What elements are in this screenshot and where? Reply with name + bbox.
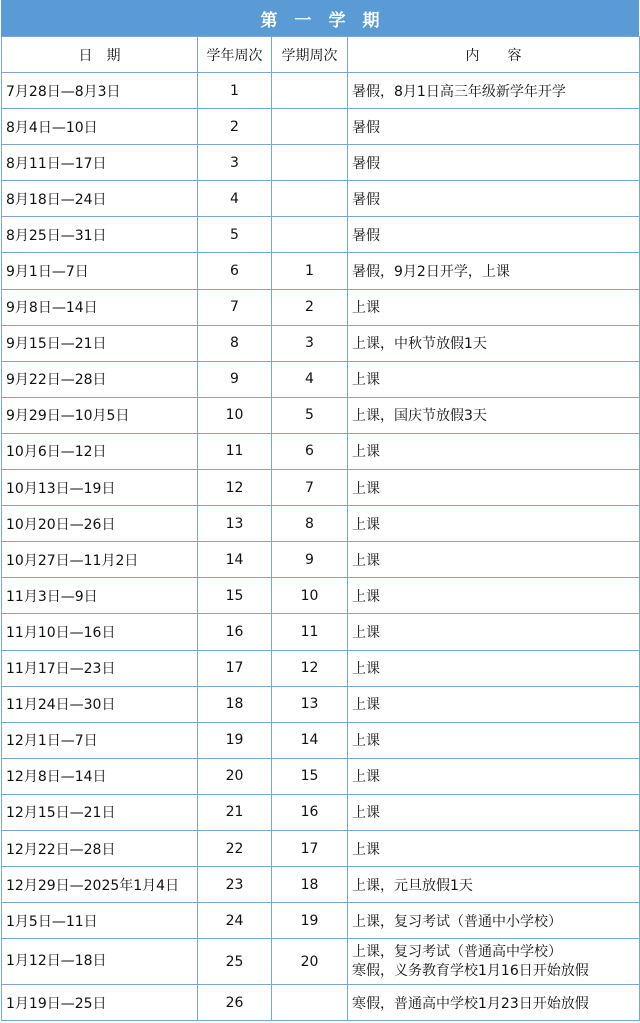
- cell-term-week: [272, 217, 348, 253]
- cell-term-week: [272, 181, 348, 217]
- cell-term-week: 12: [272, 650, 348, 686]
- cell-term-week: [272, 109, 348, 145]
- cell-year-week: 20: [198, 758, 272, 794]
- cell-term-week: 15: [272, 758, 348, 794]
- cell-content: 上课: [348, 614, 640, 650]
- cell-date: 12月29日—2025年1月4日: [2, 867, 198, 903]
- cell-term-week: 19: [272, 903, 348, 939]
- cell-date: 10月27日—11月2日: [2, 542, 198, 578]
- cell-term-week: 18: [272, 867, 348, 903]
- cell-term-week: 6: [272, 433, 348, 469]
- cell-content: 上课: [348, 289, 640, 325]
- cell-term-week: [272, 145, 348, 181]
- cell-date: 8月11日—17日: [2, 145, 198, 181]
- cell-term-week: 4: [272, 361, 348, 397]
- cell-date: 1月5日—11日: [2, 903, 198, 939]
- header-year-week: 学年周次: [198, 37, 272, 73]
- cell-year-week: 10: [198, 397, 272, 433]
- cell-year-week: 8: [198, 325, 272, 361]
- cell-year-week: 17: [198, 650, 272, 686]
- cell-content: 寒假，普通高中学校1月23日开始放假: [348, 985, 640, 1021]
- cell-date: 12月1日—7日: [2, 722, 198, 758]
- table-row: [2, 614, 640, 650]
- table-row: [2, 650, 640, 686]
- cell-content: 上课: [348, 686, 640, 722]
- cell-date: 12月15日—21日: [2, 794, 198, 830]
- cell-content: 上课: [348, 650, 640, 686]
- cell-term-week: [272, 73, 348, 109]
- table-row: [2, 506, 640, 542]
- cell-year-week: 6: [198, 253, 272, 289]
- table-row: [2, 939, 640, 985]
- table-row: [2, 985, 640, 1021]
- cell-date: 12月8日—14日: [2, 758, 198, 794]
- cell-date: 11月17日—23日: [2, 650, 198, 686]
- cell-year-week: 24: [198, 903, 272, 939]
- cell-term-week: 7: [272, 470, 348, 506]
- cell-year-week: 5: [198, 217, 272, 253]
- cell-date: 10月13日—19日: [2, 470, 198, 506]
- cell-term-week: 17: [272, 830, 348, 866]
- cell-term-week: 14: [272, 722, 348, 758]
- cell-year-week: 12: [198, 470, 272, 506]
- cell-year-week: 9: [198, 361, 272, 397]
- cell-term-week: 3: [272, 325, 348, 361]
- table-row: [2, 145, 640, 181]
- cell-content: 暑假，8月1日高三年级新学年开学: [348, 73, 640, 109]
- table-row: [2, 867, 640, 903]
- header-term-week: 学期周次: [272, 37, 348, 73]
- cell-content: 上课: [348, 433, 640, 469]
- header-content: 内 容: [348, 37, 640, 73]
- table-row: [2, 470, 640, 506]
- cell-content: 暑假: [348, 181, 640, 217]
- cell-term-week: 1: [272, 253, 348, 289]
- cell-term-week: 11: [272, 614, 348, 650]
- table-row: [2, 217, 640, 253]
- cell-date: 10月20日—26日: [2, 506, 198, 542]
- cell-content: 上课: [348, 722, 640, 758]
- cell-year-week: 26: [198, 985, 272, 1021]
- cell-date: 9月15日—21日: [2, 325, 198, 361]
- cell-content: 上课: [348, 470, 640, 506]
- cell-year-week: 7: [198, 289, 272, 325]
- cell-term-week: 8: [272, 506, 348, 542]
- cell-term-week: 10: [272, 578, 348, 614]
- cell-year-week: 15: [198, 578, 272, 614]
- table-row: [2, 73, 640, 109]
- cell-content: 上课: [348, 361, 640, 397]
- cell-date: 9月29日—10月5日: [2, 397, 198, 433]
- cell-date: 1月12日—18日: [2, 939, 198, 985]
- cell-content: 暑假: [348, 217, 640, 253]
- cell-term-week: [272, 985, 348, 1021]
- cell-year-week: 13: [198, 506, 272, 542]
- cell-date: 8月25日—31日: [2, 217, 198, 253]
- cell-year-week: 19: [198, 722, 272, 758]
- table-row: [2, 542, 640, 578]
- cell-term-week: 13: [272, 686, 348, 722]
- cell-date: 11月10日—16日: [2, 614, 198, 650]
- cell-year-week: 23: [198, 867, 272, 903]
- cell-date: 8月18日—24日: [2, 181, 198, 217]
- table-row: [2, 109, 640, 145]
- cell-term-week: 5: [272, 397, 348, 433]
- table-row: [2, 325, 640, 361]
- cell-content: 上课: [348, 578, 640, 614]
- cell-year-week: 11: [198, 433, 272, 469]
- cell-content: 暑假: [348, 109, 640, 145]
- cell-year-week: 2: [198, 109, 272, 145]
- table-row: [2, 253, 640, 289]
- cell-term-week: 2: [272, 289, 348, 325]
- cell-content: 暑假: [348, 145, 640, 181]
- cell-year-week: 4: [198, 181, 272, 217]
- cell-date: 9月1日—7日: [2, 253, 198, 289]
- cell-date: 12月22日—28日: [2, 830, 198, 866]
- cell-term-week: 16: [272, 794, 348, 830]
- cell-year-week: 16: [198, 614, 272, 650]
- table-row: [2, 722, 640, 758]
- table-row: [2, 433, 640, 469]
- cell-content: 上课，元旦放假1天: [348, 867, 640, 903]
- cell-term-week: 20: [272, 939, 348, 985]
- cell-content: 上课: [348, 506, 640, 542]
- table-row: [2, 686, 640, 722]
- cell-content: 上课，中秋节放假1天: [348, 325, 640, 361]
- cell-year-week: 25: [198, 939, 272, 985]
- cell-date: 11月24日—30日: [2, 686, 198, 722]
- table-row: [2, 578, 640, 614]
- cell-content: 上课: [348, 542, 640, 578]
- header-date: 日 期: [2, 37, 198, 73]
- cell-content: 上课: [348, 794, 640, 830]
- cell-content: 上课: [348, 830, 640, 866]
- table-row: [2, 397, 640, 433]
- cell-year-week: 1: [198, 73, 272, 109]
- header-row: [2, 37, 640, 73]
- cell-date: 1月19日—25日: [2, 985, 198, 1021]
- cell-year-week: 18: [198, 686, 272, 722]
- cell-date: 10月6日—12日: [2, 433, 198, 469]
- cell-content: 上课: [348, 758, 640, 794]
- cell-date: 7月28日—8月3日: [2, 73, 198, 109]
- table-row: [2, 181, 640, 217]
- calendar-table-container: [1, 0, 639, 1021]
- table-row: [2, 758, 640, 794]
- table-row: [2, 830, 640, 866]
- table-row: [2, 903, 640, 939]
- cell-year-week: 14: [198, 542, 272, 578]
- cell-content: 上课，国庆节放假3天: [348, 397, 640, 433]
- table-row: [2, 289, 640, 325]
- cell-date: 8月4日—10日: [2, 109, 198, 145]
- cell-date: 9月22日—28日: [2, 361, 198, 397]
- cell-term-week: 9: [272, 542, 348, 578]
- table-body: [2, 73, 640, 1021]
- table-row: [2, 361, 640, 397]
- cell-content: 暑假，9月2日开学，上课: [348, 253, 640, 289]
- term-title: 第 一 学 期: [1, 0, 639, 36]
- schedule-table: [1, 36, 640, 1021]
- cell-year-week: 21: [198, 794, 272, 830]
- cell-year-week: 3: [198, 145, 272, 181]
- cell-content: 上课，复习考试（普通高中学校） 寒假，义务教育学校1月16日开始放假: [348, 939, 640, 985]
- table-row: [2, 794, 640, 830]
- cell-date: 11月3日—9日: [2, 578, 198, 614]
- cell-content: 上课，复习考试（普通中小学校）: [348, 903, 640, 939]
- cell-date: 9月8日—14日: [2, 289, 198, 325]
- cell-year-week: 22: [198, 830, 272, 866]
